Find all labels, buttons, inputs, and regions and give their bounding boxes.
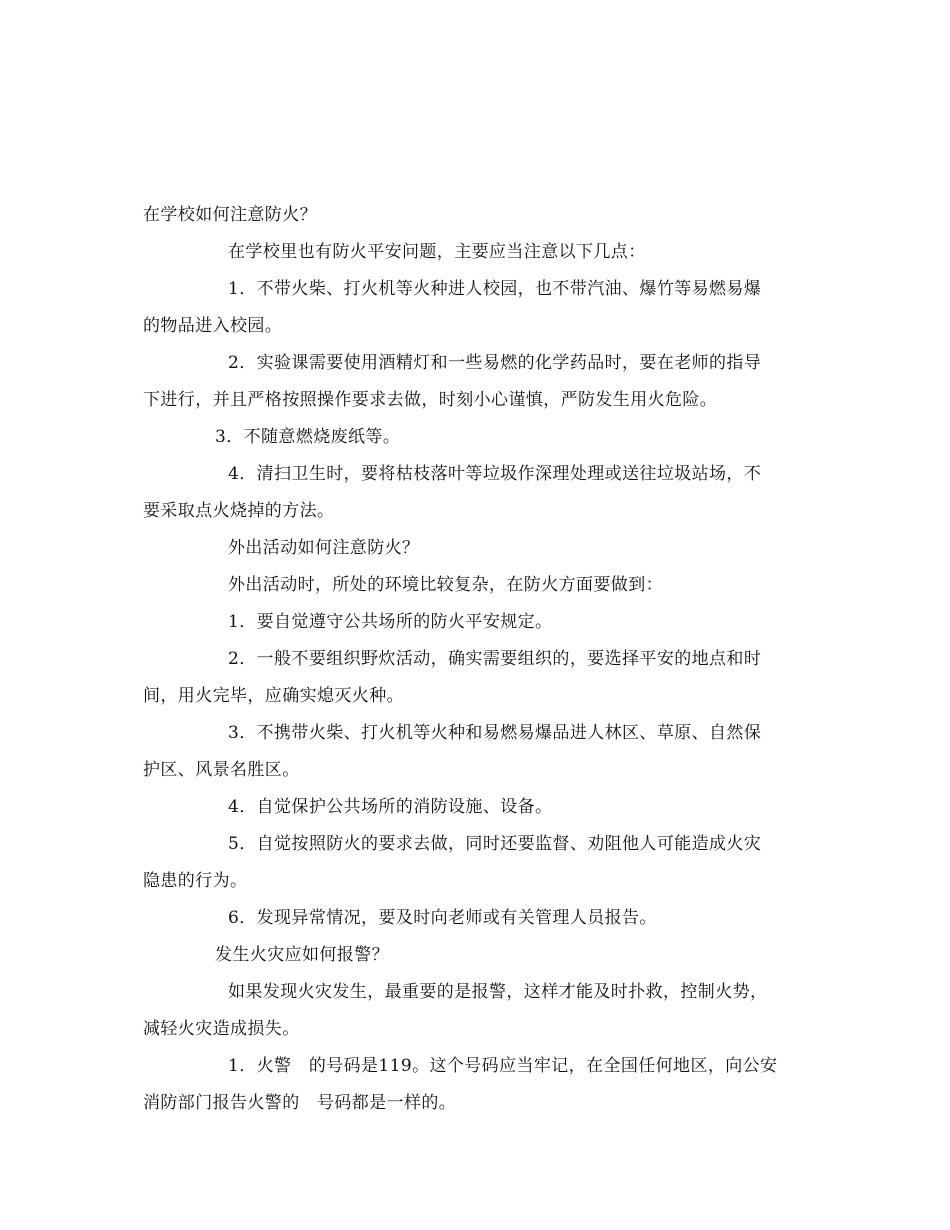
list-item-2-line-1: 2．实验课需要使用酒精灯和一些易燃的化学药品时，要在老师的指导 <box>228 353 762 373</box>
outdoor-item-5-line-1: 5．自觉按照防火的要求去做，同时还要监督、劝阻他人可能造成火灾 <box>228 834 762 854</box>
outdoor-item-3-line-1: 3．不携带火柴、打火机等火种和易燃易爆品进人林区、草原、自然保 <box>228 723 762 743</box>
heading-fire-alarm: 发生火灾应如何报警？ <box>215 945 389 965</box>
paragraph-intro: 在学校里也有防火平安问题，主要应当注意以下几点： <box>228 242 646 262</box>
outdoor-item-1: 1．要自觉遵守公共场所的防火平安规定。 <box>228 612 553 632</box>
alarm-item-1-line-1: 1．火警 的号码是119。这个号码应当牢记，在全国任何地区，向公安 <box>228 1056 778 1076</box>
heading-outdoor-fire-safety: 外出活动如何注意防火？ <box>228 538 420 558</box>
list-item-4-line-2: 要采取点火烧掉的方法。 <box>143 501 335 521</box>
outdoor-item-3-line-2: 护区、风景名胜区。 <box>143 760 300 780</box>
outdoor-item-2-line-1: 2．一般不要组织野炊活动，确实需要组织的，要选择平安的地点和时 <box>228 649 762 669</box>
outdoor-item-2-line-2: 间，用火完毕，应确实熄灭火种。 <box>143 686 404 706</box>
outdoor-item-4: 4．自觉保护公共场所的消防设施、设备。 <box>228 797 553 817</box>
list-item-1-line-1: 1．不带火柴、打火机等火种进人校园，也不带汽油、爆竹等易燃易爆 <box>228 279 762 299</box>
outdoor-item-6: 6．发现异常情况，要及时向老师或有关管理人员报告。 <box>228 908 657 928</box>
list-item-2-line-2: 下进行，并且严格按照操作要求去做，时刻小心谨慎，严防发生用火危险。 <box>143 390 718 410</box>
list-item-3: 3．不随意燃烧废纸等。 <box>215 427 401 447</box>
list-item-4-line-1: 4．清扫卫生时，要将枯枝落叶等垃圾作深理处理或送往垃圾站场，不 <box>228 464 762 484</box>
outdoor-item-5-line-2: 隐患的行为。 <box>143 871 248 891</box>
paragraph-outdoor-intro: 外出活动时，所处的环境比较复杂，在防火方面要做到： <box>228 575 663 595</box>
list-item-1-line-2: 的物品进入校园。 <box>143 316 283 336</box>
alarm-item-1-line-2: 消防部门报告火警的 号码都是一样的。 <box>143 1093 457 1113</box>
paragraph-alarm-intro-line-2: 减轻火灾造成损失。 <box>143 1019 300 1039</box>
paragraph-alarm-intro-line-1: 如果发现火灾发生，最重要的是报警，这样才能及时扑救，控制火势， <box>228 982 768 1002</box>
heading-school-fire-safety: 在学校如何注意防火？ <box>143 205 317 225</box>
